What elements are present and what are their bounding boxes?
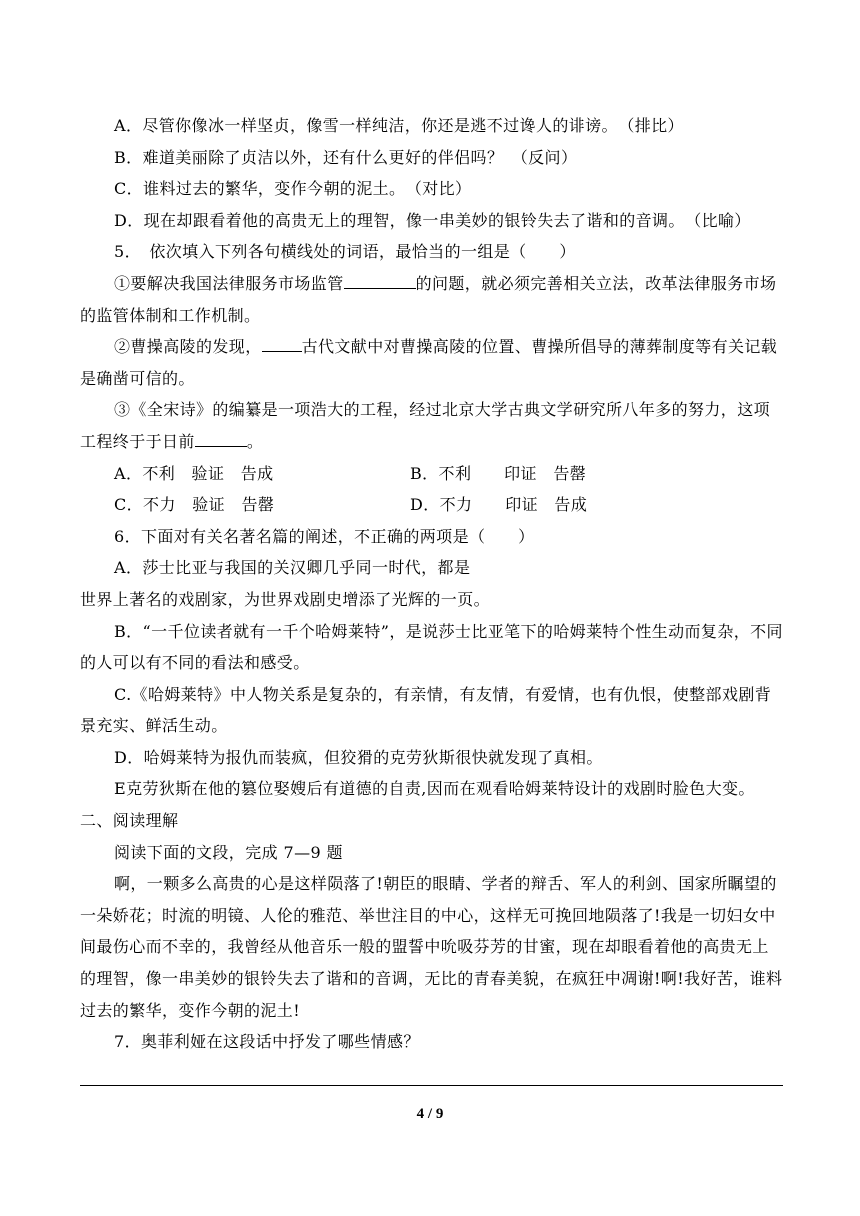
fill-blank — [262, 335, 302, 352]
q6-option-a-line-2: 世界上著名的戏剧家，为世界戏剧史增添了光辉的一页。 — [80, 589, 491, 609]
q6-option-e: E克劳狄斯在他的篡位娶嫂后有道德的自责,因而在观看哈姆莱特设计的戏剧时脸色大变。 — [114, 779, 755, 799]
section-heading: 二、阅读理解 — [80, 811, 179, 831]
fill-blank — [195, 430, 247, 447]
q4-option-b: B．难道美丽除了贞洁以外，还有什么更好的伴侣吗？ （反问） — [114, 147, 578, 167]
q5-options-row-1 — [80, 458, 785, 490]
q5-sentence-2 — [80, 331, 785, 394]
q5-s1-after: 的问题，就必须完善相关立法，改革法律服务市场的监管体制和工作机制。 — [80, 273, 777, 325]
q5-s3-before: ③《全宋诗》的编纂是一项浩大的工程，经过北京大学古典文学研究所八年多的努力，这项工程终于于日前 — [80, 400, 771, 451]
q5-s1-before: ①要解决我国法律服务市场监管 — [114, 273, 344, 293]
q5-s2-before: ②曹操高陵的发现， — [114, 337, 262, 357]
q5-sentence-1 — [80, 268, 785, 331]
q4-option-d: D．现在却跟看着他的高贵无上的理智，像一串美妙的银铃失去了谐和的音调。 （比喻） — [114, 210, 751, 230]
fill-blank — [344, 272, 416, 289]
q5-option-a: A．不利 验证 告成 — [114, 463, 274, 483]
page-content — [80, 110, 785, 1058]
q4-option-c: C．谁料过去的繁华，变作今朝的泥土。 （对比） — [114, 179, 472, 199]
q5-option-d: D．不力 印证 告成 — [410, 495, 588, 515]
q6-option-b: B．“一千位读者就有一千个哈姆莱特”，是说莎士比亚笔下的哈姆莱特个性生动而复杂，不同的人可以有不同的看法和感受。 — [80, 621, 783, 673]
q6-option-a-line-1: A．莎士比亚与我国的关汉卿几乎同一时代，都是 — [114, 558, 471, 578]
q5-option-b: B．不利 印证 告罄 — [410, 463, 587, 483]
q5-options-row-2 — [80, 489, 785, 521]
footer-divider — [80, 1085, 783, 1086]
q5-option-c: C．不力 验证 告罄 — [114, 495, 275, 515]
q4-option-a: A．尽管你像冰一样坚贞，像雪一样纯洁，你还是逃不过谗人的诽谤。 （排比） — [114, 116, 684, 135]
q7-stem: 7．奥菲利娅在这段话中抒发了哪些情感？ — [114, 1032, 420, 1052]
q5-s2-after: 古代文献中对曹操高陵的位置、曹操所倡导的薄葬制度等有关记载是确凿可信的。 — [80, 337, 778, 388]
reading-passage: 啊，一颗多么高贵的心是这样陨落了!朝臣的眼睛、学者的辩舌、军人的利剑、国家所瞩望的一朵娇花；时流的明镜、人伦的雅范、举世注目的中心，这样无可挽回地陨落了!我是一切妇女中间最伤心而不幸的，我曾经从他音乐一般的盟誓中吮吸芬芳的甘蜜，现在却眼看着他的高贵无上的理智，像一串美妙的银铃失去了谐和的音调，无比的青春美貌，在疯狂中凋谢!啊!我好苦，谁料过去的繁华，变作今朝的泥土! — [80, 874, 783, 1020]
q6-option-d: D．哈姆莱特为报仇而装疯，但狡猾的克劳狄斯很快就发现了真相。 — [114, 747, 603, 767]
q5-stem: 5． 依次填入下列各句横线处的词语，最恰当的一组是（ ） — [114, 242, 576, 262]
q5-sentence-3 — [80, 394, 785, 457]
q6-option-c: C.《哈姆莱特》中人物关系是复杂的，有亲情，有友情，有爱情，也有仇恨，使整部戏剧背景充实、鲜活生动。 — [80, 684, 772, 736]
q6-stem: 6．下面对有关名著名篇的阐述，不正确的两项是（ ） — [114, 526, 535, 546]
reading-instruction: 阅读下面的文段，完成 7—9 题 — [114, 842, 343, 862]
q5-s3-after: 。 — [246, 431, 264, 451]
page-number: 4 / 9 — [416, 1106, 444, 1122]
